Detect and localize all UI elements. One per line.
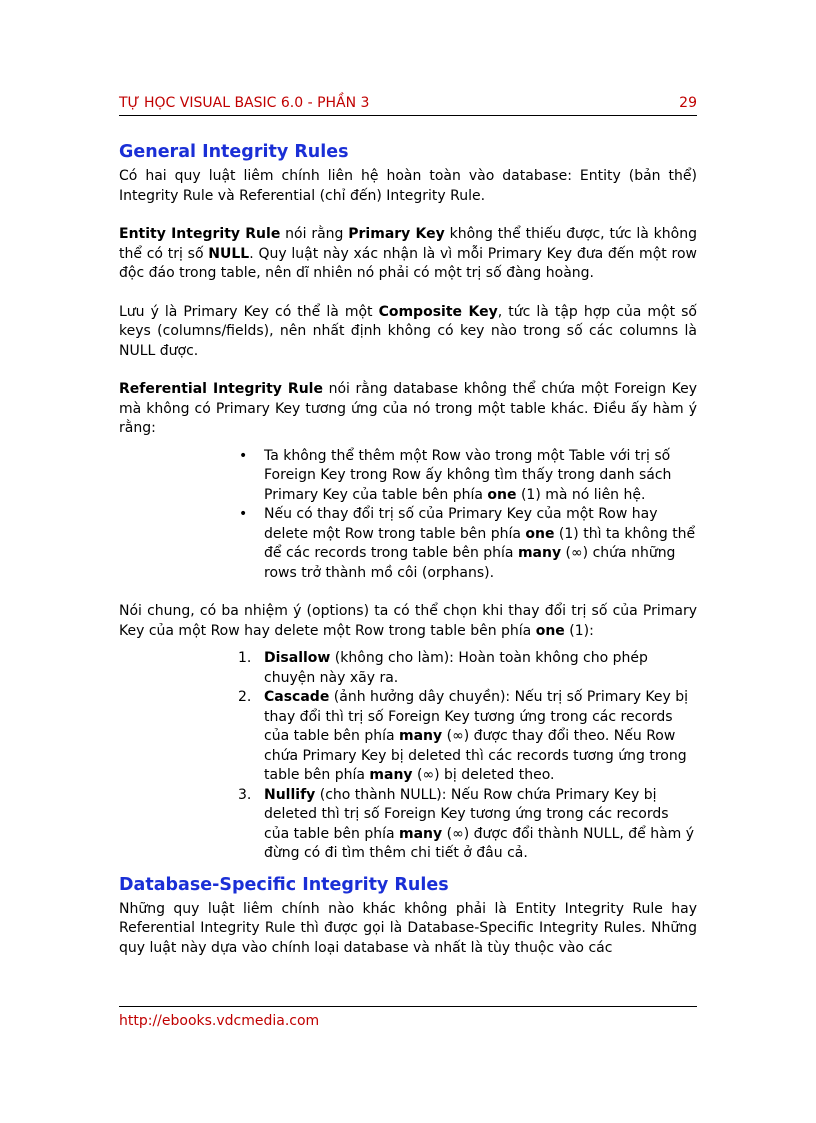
bold-term: Nullify [264, 786, 316, 803]
list-item [238, 505, 697, 583]
header-title: TỰ HỌC VISUAL BASIC 6.0 - PHẦN 3 [119, 95, 370, 111]
paragraph-options [119, 602, 697, 641]
page-content [119, 141, 697, 958]
paragraph-referential-integrity [119, 380, 697, 439]
list-number: 3. [238, 786, 252, 803]
text-span: Nếu có thay đổi trị số của Primary Key của một Row hay delete một Row trong table bên phía [264, 506, 658, 542]
text-span: , tức là tập hợp của một số keys (columns/fields), nên nhất định không có key nào trong số các columns là NULL được. [119, 303, 697, 359]
text-span: . Quy luật này xác nhận là vì mỗi Primary Key đưa đến một row độc đáo trong table, nên dĩ nhiên nó phải có một trị số đàng hoàng. [119, 245, 697, 281]
page-number: 29 [679, 95, 697, 111]
bold-term: Referential Integrity Rule [119, 381, 323, 397]
bold-term: Cascade [264, 689, 330, 705]
list-number: 2. [238, 689, 252, 705]
text-span: không thể thiếu được, tức là không thể có trị số [119, 226, 697, 262]
bold-term: many [399, 728, 443, 744]
text-span: Lưu ý là Primary Key có thể là một [119, 303, 379, 320]
page-header [119, 93, 697, 116]
list-item [238, 649, 697, 688]
bold-term: one [525, 525, 555, 542]
paragraph-intro: Có hai quy luật liêm chính liên hệ hoàn toàn vào database: Entity (bản thể) Integrity Rule và Referential (chỉ đến) Integrity Rule. [119, 168, 697, 204]
text-span: (∞) được đổi thành NULL, để hàm ý đừng có đi tìm thêm chi tiết ở đâu cả. [264, 825, 695, 861]
bold-term: many [517, 545, 562, 561]
section-heading-general-integrity-rules: General Integrity Rules [119, 142, 349, 162]
text-span: (∞) bị deleted theo. [412, 767, 555, 783]
bold-term: Composite Key [378, 303, 498, 320]
text-span: (ảnh hưởng dây chuyền): Nếu trị số Primary Key bị thay đổi thì trị số Foreign Key tương ứng trong các records của table bên phía [264, 689, 689, 744]
text-span: (1) thì ta không thể để các records trong table bên phía [264, 525, 696, 561]
page-footer [119, 1006, 697, 1029]
bold-term: many [399, 825, 443, 842]
paragraph-entity-integrity [119, 225, 697, 284]
text-span: (cho thành NULL): Nếu Row chứa Primary Key bị deleted thì trị số Foreign Key tương ứng trong các records của table bên phía [264, 786, 669, 842]
text-span: nói rằng [280, 226, 349, 242]
bold-term: Primary Key [348, 226, 445, 242]
text-span: Nói chung, có ba nhiệm ý (options) ta có thể chọn khi thay đổi trị số của Primary Key của một Row hay delete một Row trong table bên phía [119, 603, 697, 639]
list-item [238, 447, 697, 506]
text-span: (∞) chứa những rows trở thành mồ côi (orphans). [264, 545, 676, 581]
bold-term: one [487, 486, 517, 503]
bold-term: Disallow [264, 650, 331, 666]
bold-term: one [535, 622, 565, 639]
text-span: (không cho làm): Hoàn toàn không cho phép chuyện này xãy ra. [264, 650, 648, 686]
bold-term: NULL [208, 245, 250, 262]
numbered-list [238, 649, 697, 864]
bold-term: many [369, 767, 413, 783]
bullet-list [238, 447, 697, 584]
footer-link[interactable]: http://ebooks.vdcmedia.com [119, 1013, 320, 1029]
text-span: (∞) được thay đổi theo. Nếu Row chứa Primary Key bị deleted thì các records tương ứng trong table bên phía [264, 728, 687, 783]
list-item [238, 786, 697, 864]
list-item [238, 688, 697, 786]
paragraph-database-specific: Những quy luật liêm chính nào khác không phải là Entity Integrity Rule hay Referential Integrity Rule thì được gọi là Database-Specific Integrity Rules. Những quy luật này dựa vào chính loại database và nhất là tùy thuộc vào các [119, 900, 697, 956]
text-span: nói rằng database không thể chứa một Foreign Key mà không có Primary Key tương ứng của nó trong một table khác. Điều ấy hàm ý rằng: [119, 381, 697, 436]
bold-term: Entity Integrity Rule [119, 226, 281, 242]
text-span: Ta không thể thêm một Row vào trong một Table với trị số Foreign Key trong Row ấy không tìm thấy trong danh sách Primary Key của table bên phía [264, 447, 672, 503]
text-span: (1) mà nó liên hệ. [516, 486, 646, 503]
paragraph-composite-key [119, 303, 697, 362]
section-heading-database-specific: Database-Specific Integrity Rules [119, 874, 449, 895]
text-span: (1): [564, 622, 594, 639]
list-number: 1. [238, 650, 252, 666]
